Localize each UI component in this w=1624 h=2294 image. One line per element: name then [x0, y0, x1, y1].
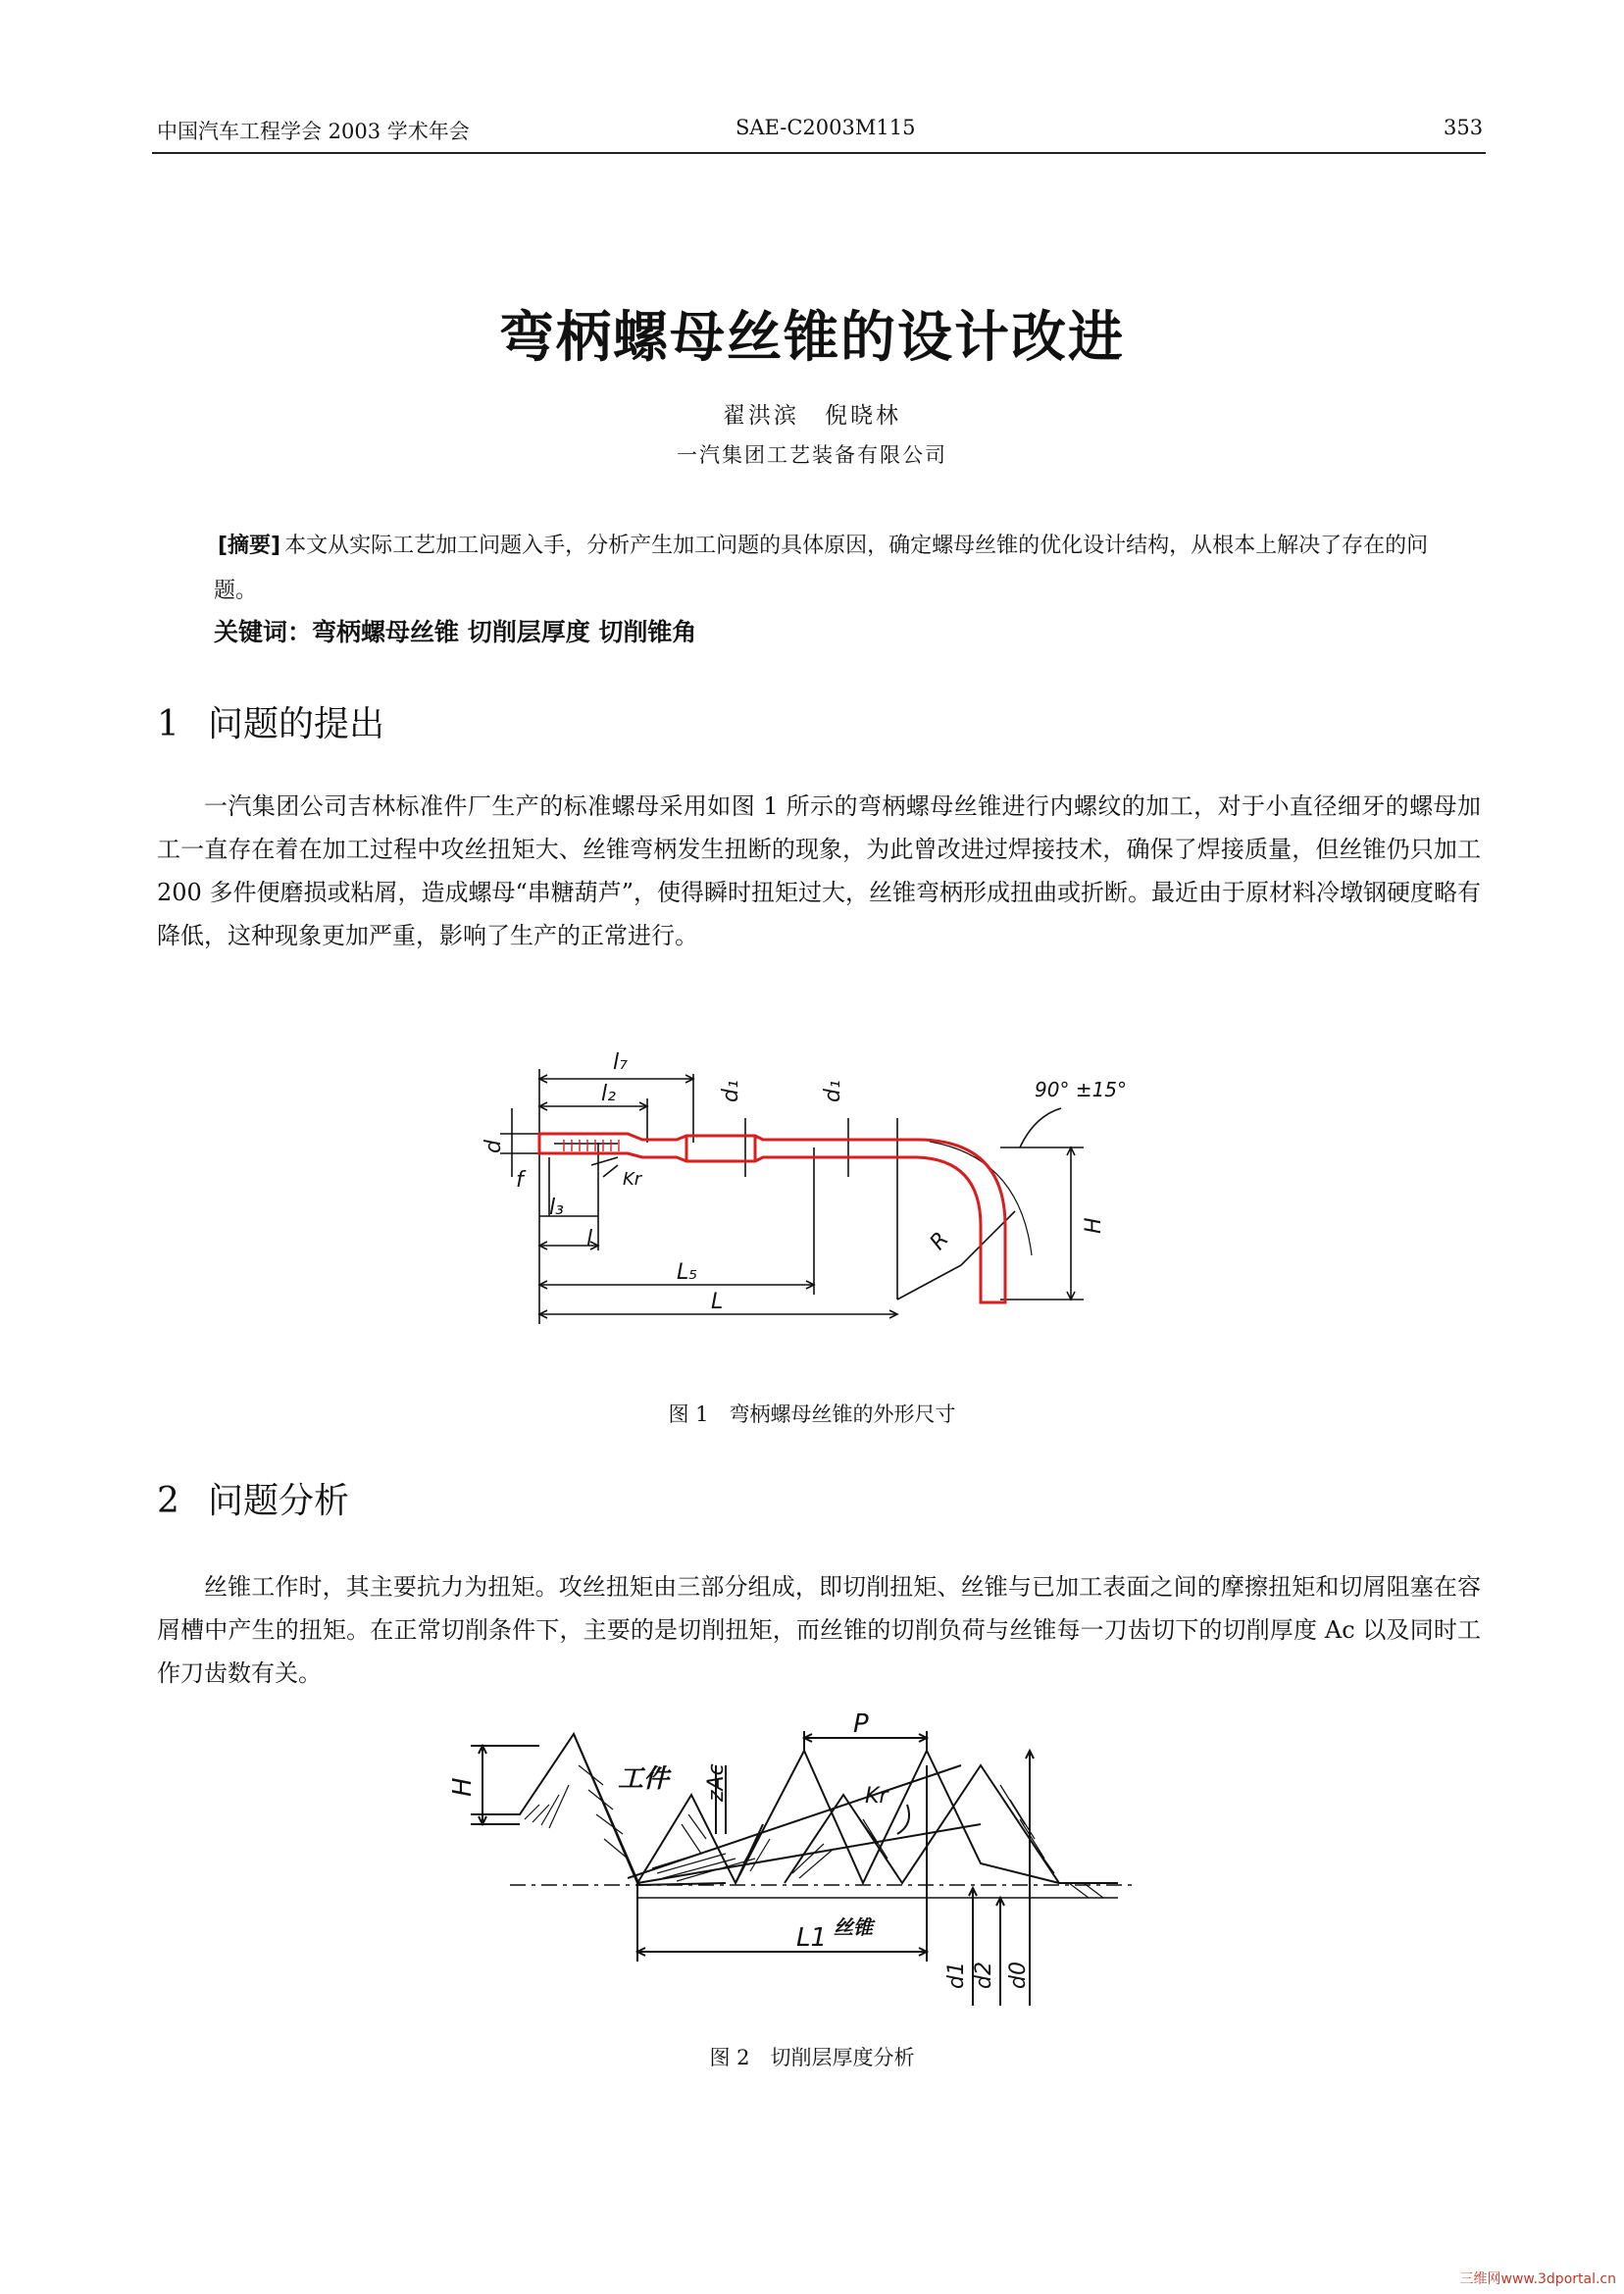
- fig1-label-l7: l₇: [613, 1050, 628, 1075]
- figure-2-caption: 图 2 切削层厚度分析: [709, 2046, 915, 2069]
- fig2-label-p: P: [853, 1709, 869, 1739]
- fig1-label-H: H: [1082, 1217, 1106, 1234]
- page-number: 353: [1444, 116, 1484, 139]
- fig2-label-workpiece: 工件: [618, 1764, 670, 1794]
- fig1-label-l: l: [586, 1227, 593, 1251]
- fig2-label-h: H: [448, 1777, 478, 1797]
- fig1-label-angle: 90° ±15°: [1035, 1078, 1128, 1101]
- affiliation: 一汽集团工艺装备有限公司: [677, 443, 947, 467]
- fig1-label-L: L: [711, 1290, 724, 1314]
- fig1-label-R: R: [925, 1227, 954, 1255]
- figure-1-caption: 图 1 弯柄螺母丝锥的外形尺寸: [668, 1402, 956, 1426]
- section-1-number: 1: [157, 704, 179, 744]
- watermark: 三维网www.3dportal.cn: [1459, 2271, 1616, 2287]
- fig1-label-kr: Kr: [623, 1169, 642, 1190]
- abstract: [214, 524, 1430, 614]
- running-header-left: 中国汽车工程学会 2003 学术年会: [157, 120, 470, 143]
- authors: 翟洪滨 倪晓林: [723, 403, 901, 429]
- figure-1-drawing: [471, 1040, 1177, 1324]
- section-2-number: 2: [157, 1481, 179, 1521]
- section-1-title: 问题的提出: [208, 704, 385, 744]
- fig2-label-zac: zAc: [704, 1763, 729, 1802]
- figure-2-drawing: [431, 1709, 1177, 2011]
- fig1-label-f: f: [516, 1168, 524, 1193]
- keywords: 关键词：弯柄螺母丝锥 切削层厚度 切削锥角: [214, 618, 697, 646]
- section-1-paragraph: 一汽集团公司吉林标准件厂生产的标准螺母采用如图 1 所示的弯柄螺母丝锥进行内螺纹的加工，对于小直径细牙的螺母加工一直存在着在加工过程中攻丝扭矩大、丝锥弯柄发生扭断的现象，为此曾改进过焊接技术，确保了焊接质量，但丝锥仍只加工 200 多件便磨损或粘屑，造成螺母“串糖葫芦”，使得瞬时扭矩过大，丝锥弯柄形成扭曲或折断。最近由于原材料冷墩钢硬度略有降低，这种现象更加严重，影响了生产的正常进行。: [157, 792, 1481, 949]
- running-header-paper-id: SAE-C2003M115: [736, 116, 916, 139]
- fig1-label-d: d: [482, 1140, 506, 1153]
- fig1-label-l5: L₅: [677, 1260, 698, 1285]
- header-rule: [152, 152, 1486, 154]
- fig2-label-l1: L1: [796, 1923, 828, 1953]
- fig2-label-kr: Kr: [865, 1784, 888, 1809]
- abstract-text: 本文从实际工艺加工问题入手，分析产生加工问题的具体原因，确定螺母丝锥的优化设计结构，从根本上解决了存在的问题。: [214, 534, 1429, 603]
- fig1-label-d1b: d₁: [821, 1080, 845, 1102]
- section-2-heading: [157, 1473, 349, 1523]
- section-1-heading: [157, 696, 384, 746]
- section-2-paragraph: 丝锥工作时，其主要抗力为扭矩。攻丝扭矩由三部分组成，即切削扭矩、丝锥与已加工表面之间的摩擦扭矩和切屑阻塞在容屑槽中产生的扭矩。在正常切削条件下，主要的是切削扭矩，而丝锥的切削负荷与丝锥每一刀齿切下的切削厚度 Ac 以及同时工作刀齿数有关。: [157, 1573, 1481, 1687]
- fig1-label-l3: l₃: [549, 1196, 564, 1220]
- abstract-label: [摘要]: [218, 534, 281, 558]
- fig2-label-d2: d2: [972, 1962, 996, 1989]
- fig2-label-d0: d0: [1006, 1962, 1031, 1989]
- fig1-label-d1a: d₁: [719, 1080, 743, 1102]
- paper-title: 弯柄螺母丝锥的设计改进: [499, 305, 1125, 370]
- section-2-title: 问题分析: [208, 1481, 350, 1521]
- fig2-label-d1: d1: [944, 1962, 969, 1989]
- fig1-label-l2: l₂: [601, 1082, 616, 1106]
- fig2-label-tap: 丝锥: [834, 1915, 873, 1939]
